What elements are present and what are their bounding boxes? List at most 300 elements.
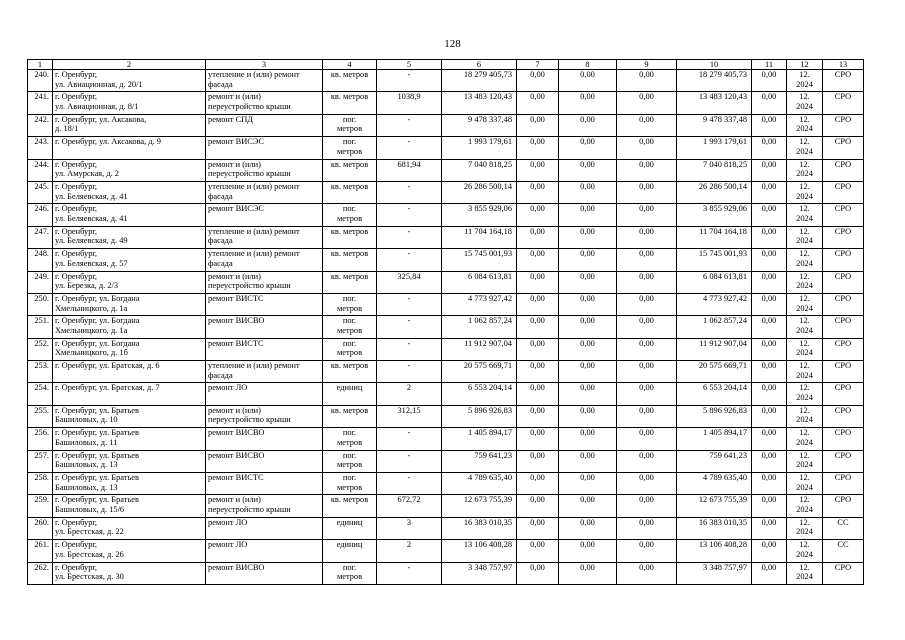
fund-method-value: СРО — [834, 204, 852, 214]
owner-funds-value: 20 575 669,71 — [698, 361, 747, 371]
funding-value-c9: 0,00 — [639, 473, 654, 483]
funding-value-c7: 0,00 — [530, 540, 545, 550]
row-number — [28, 226, 53, 248]
funding-value-c9: 0,00 — [639, 181, 654, 191]
address-line-2: ул. Березка, д. 2/3 — [55, 281, 119, 291]
total-cost-value: 13 106 408,28 — [463, 540, 512, 550]
other-funds-value: 0,00 — [761, 540, 777, 550]
other-funds-cell — [752, 517, 787, 539]
address-line-2: ул. Авиационная, д. 20/1 — [55, 79, 143, 89]
address-line-2: ул. Брестская, д. 22 — [55, 527, 124, 537]
table-row — [28, 226, 864, 248]
fund-method-value: СРО — [834, 271, 852, 281]
work-type-line-1: ремонт ВИСТС — [208, 338, 264, 348]
funding-cell-c8 — [559, 517, 617, 539]
fund-method-value: СРО — [834, 181, 852, 191]
address-cell — [53, 495, 206, 517]
fund-method-cell — [823, 226, 864, 248]
row-number — [28, 114, 53, 136]
funding-cell-c9 — [617, 271, 677, 293]
quantity-value: 3 — [406, 517, 412, 527]
unit-line-1: пог. — [342, 316, 357, 326]
deadline-cell — [787, 271, 823, 293]
table-row — [28, 405, 864, 427]
funding-cell-c7 — [517, 495, 559, 517]
unit-line-2: метров — [336, 124, 363, 134]
row-number-text: 245. — [34, 181, 49, 191]
work-type-line-1: ремонт и (или) — [208, 405, 261, 415]
funding-value-c8: 0,00 — [580, 114, 595, 124]
total-cost-value: 4 773 927,42 — [468, 293, 512, 303]
fund-method-value: СРО — [834, 137, 852, 147]
deadline-month: 12. — [799, 405, 810, 415]
quantity-value: - — [407, 249, 411, 259]
other-funds-value: 0,00 — [761, 405, 777, 415]
funding-cell-c8 — [559, 271, 617, 293]
funding-cell-c9 — [617, 114, 677, 136]
quantity-cell — [377, 92, 442, 114]
funding-cell-c8 — [559, 114, 617, 136]
funding-cell-c9 — [617, 70, 677, 92]
funding-cell-c8 — [559, 428, 617, 450]
quantity-value: - — [407, 473, 411, 483]
address-line-1: г. Оренбург, ул. Богдана — [55, 316, 140, 326]
owner-funds-value: 759 641,23 — [709, 450, 747, 460]
funding-value-c8: 0,00 — [580, 293, 595, 303]
address-cell — [53, 338, 206, 360]
funding-cell-c8 — [559, 316, 617, 338]
address-cell — [53, 204, 206, 226]
funding-value-c9: 0,00 — [639, 316, 654, 326]
owner-funds-value: 13 483 120,43 — [698, 92, 747, 102]
other-funds-value: 0,00 — [761, 204, 777, 214]
funding-value-c8: 0,00 — [580, 450, 595, 460]
address-line-1: г. Оренбург, — [55, 70, 98, 79]
address-cell — [53, 316, 206, 338]
deadline-year: 2024 — [796, 146, 813, 156]
deadline-month: 12. — [799, 249, 810, 259]
deadline-year: 2024 — [796, 169, 813, 179]
funding-value-c7: 0,00 — [530, 473, 545, 483]
deadline-month: 12. — [799, 495, 810, 505]
work-type-line-2: переустройство крыши — [208, 415, 291, 425]
column-header-5: 5 — [377, 60, 442, 70]
total-cost-cell — [442, 405, 517, 427]
deadline-year: 2024 — [796, 437, 813, 447]
funding-cell-c9 — [617, 137, 677, 159]
total-cost-value: 9 478 337,48 — [468, 114, 512, 124]
work-type-line-1: ремонт ВИСТС — [208, 473, 264, 483]
table-row — [28, 517, 864, 539]
fund-method-value: СРО — [834, 562, 852, 572]
other-funds-cell — [752, 249, 787, 271]
funding-cell-c7 — [517, 405, 559, 427]
total-cost-cell — [442, 338, 517, 360]
work-type-cell — [206, 428, 323, 450]
funding-value-c9: 0,00 — [639, 517, 654, 527]
work-type-line-2: фасада — [208, 258, 233, 268]
other-funds-cell — [752, 338, 787, 360]
quantity-cell — [377, 562, 442, 584]
quantity-value: - — [407, 338, 411, 348]
work-type-cell — [206, 495, 323, 517]
unit-cell — [323, 316, 377, 338]
work-type-cell — [206, 517, 323, 539]
owner-funds-cell — [677, 383, 752, 405]
other-funds-cell — [752, 159, 787, 181]
funding-cell-c8 — [559, 204, 617, 226]
owner-funds-cell — [677, 249, 752, 271]
funding-value-c8: 0,00 — [580, 562, 595, 572]
total-cost-value: 5 896 926,83 — [468, 405, 512, 415]
unit-line-1: пог. — [342, 293, 357, 303]
funding-cell-c8 — [559, 181, 617, 203]
funding-cell-c9 — [617, 338, 677, 360]
quantity-cell — [377, 383, 442, 405]
address-line-1: г. Оренбург, — [55, 249, 98, 259]
unit-cell — [323, 271, 377, 293]
funding-cell-c8 — [559, 450, 617, 472]
address-cell — [53, 249, 206, 271]
row-number-text: 256. — [34, 428, 49, 438]
funding-value-c9: 0,00 — [639, 226, 654, 236]
work-type-cell — [206, 137, 323, 159]
row-number — [28, 540, 53, 562]
address-line-2: Хмельницкого, д. 1а — [55, 325, 128, 335]
fund-method-value: СРО — [834, 114, 852, 124]
address-line-2: ул. Беляевская, д. 57 — [55, 258, 128, 268]
owner-funds-cell — [677, 540, 752, 562]
work-type-line-1: утепление и (или) ремонт — [208, 181, 300, 191]
quantity-value: 672,72 — [397, 495, 421, 505]
row-number — [28, 159, 53, 181]
deadline-year: 2024 — [796, 258, 813, 268]
owner-funds-value: 3 855 929,06 — [703, 204, 747, 214]
funding-cell-c7 — [517, 562, 559, 584]
fund-method-value: СРО — [834, 405, 852, 415]
row-number-text: 241. — [34, 92, 49, 102]
owner-funds-cell — [677, 316, 752, 338]
other-funds-cell — [752, 383, 787, 405]
address-line-2: ул. Беляевская, д. 41 — [55, 213, 128, 223]
other-funds-value: 0,00 — [761, 383, 777, 393]
owner-funds-cell — [677, 159, 752, 181]
deadline-year: 2024 — [796, 460, 813, 470]
deadline-cell — [787, 114, 823, 136]
table-body — [28, 70, 864, 585]
owner-funds-cell — [677, 338, 752, 360]
funding-cell-c8 — [559, 338, 617, 360]
funding-value-c8: 0,00 — [580, 249, 595, 259]
total-cost-cell — [442, 316, 517, 338]
address-line-1: г. Оренбург, — [55, 271, 98, 281]
unit-cell — [323, 428, 377, 450]
funding-value-c9: 0,00 — [639, 338, 654, 348]
address-cell — [53, 159, 206, 181]
total-cost-value: 16 383 010,35 — [463, 517, 512, 527]
funding-value-c7: 0,00 — [530, 137, 545, 147]
column-header-6: 6 — [442, 60, 517, 70]
quantity-cell — [377, 181, 442, 203]
funding-cell-c9 — [617, 249, 677, 271]
address-line-2: Башиловых, д. 15/6 — [55, 505, 125, 515]
other-funds-cell — [752, 540, 787, 562]
table-row — [28, 204, 864, 226]
funding-cell-c9 — [617, 361, 677, 383]
funding-cell-c7 — [517, 361, 559, 383]
total-cost-cell — [442, 450, 517, 472]
address-cell — [53, 517, 206, 539]
deadline-year: 2024 — [796, 101, 813, 111]
quantity-value: - — [407, 226, 411, 236]
funding-cell-c7 — [517, 226, 559, 248]
funding-cell-c7 — [517, 540, 559, 562]
funding-value-c9: 0,00 — [639, 204, 654, 214]
funding-cell-c7 — [517, 428, 559, 450]
other-funds-cell — [752, 361, 787, 383]
funding-cell-c8 — [559, 562, 617, 584]
deadline-cell — [787, 204, 823, 226]
work-type-line-2: фасада — [208, 370, 233, 380]
deadline-cell — [787, 450, 823, 472]
row-number-text: 262. — [34, 562, 49, 572]
deadline-cell — [787, 405, 823, 427]
address-line-1: г. Оренбург, — [55, 540, 98, 550]
fund-method-value: СРО — [834, 428, 852, 438]
funding-value-c8: 0,00 — [580, 540, 595, 550]
owner-funds-cell — [677, 204, 752, 226]
other-funds-value: 0,00 — [761, 361, 777, 371]
work-type-cell — [206, 159, 323, 181]
quantity-value: - — [407, 181, 411, 191]
funding-value-c8: 0,00 — [580, 428, 595, 438]
address-line-2: Башиловых, д. 10 — [55, 415, 118, 425]
funding-cell-c7 — [517, 338, 559, 360]
quantity-cell — [377, 338, 442, 360]
row-number — [28, 473, 53, 495]
fund-method-value: СРО — [834, 383, 852, 393]
deadline-month: 12. — [799, 293, 810, 303]
other-funds-value: 0,00 — [761, 159, 777, 169]
funding-cell-c9 — [617, 540, 677, 562]
table-row — [28, 159, 864, 181]
address-cell — [53, 450, 206, 472]
funding-value-c9: 0,00 — [639, 405, 654, 415]
total-cost-cell — [442, 181, 517, 203]
table-row — [28, 271, 864, 293]
funding-cell-c7 — [517, 473, 559, 495]
funding-value-c7: 0,00 — [530, 562, 545, 572]
address-cell — [53, 293, 206, 315]
funding-cell-c9 — [617, 226, 677, 248]
row-number — [28, 293, 53, 315]
quantity-value: - — [407, 361, 411, 371]
row-number — [28, 316, 53, 338]
row-number — [28, 338, 53, 360]
total-cost-cell — [442, 473, 517, 495]
total-cost-value: 6 553 204,14 — [468, 383, 512, 393]
other-funds-cell — [752, 204, 787, 226]
funding-cell-c8 — [559, 473, 617, 495]
total-cost-cell — [442, 271, 517, 293]
address-line-1: г. Оренбург, — [55, 92, 98, 102]
row-number-text: 249. — [34, 271, 49, 281]
address-cell — [53, 114, 206, 136]
work-type-cell — [206, 249, 323, 271]
total-cost-cell — [442, 70, 517, 92]
total-cost-value: 7 040 818,25 — [468, 159, 512, 169]
work-type-cell — [206, 293, 323, 315]
deadline-cell — [787, 517, 823, 539]
work-type-cell — [206, 338, 323, 360]
address-line-2: Башиловых, д. 13 — [55, 460, 118, 470]
deadline-year: 2024 — [796, 303, 813, 313]
unit-line-2: метров — [336, 303, 363, 313]
funding-value-c8: 0,00 — [580, 495, 595, 505]
quantity-value: 2 — [406, 540, 412, 550]
total-cost-value: 18 279 405,73 — [463, 70, 512, 79]
funding-value-c9: 0,00 — [639, 450, 654, 460]
deadline-cell — [787, 473, 823, 495]
other-funds-value: 0,00 — [761, 137, 777, 147]
address-line-2: ул. Беляевская, д. 49 — [55, 236, 128, 246]
funding-cell-c8 — [559, 495, 617, 517]
other-funds-cell — [752, 450, 787, 472]
row-number-text: 248. — [34, 249, 49, 259]
deadline-cell — [787, 316, 823, 338]
deadline-month: 12. — [799, 473, 810, 483]
funding-cell-c8 — [559, 137, 617, 159]
row-number — [28, 181, 53, 203]
owner-funds-cell — [677, 293, 752, 315]
unit-line-1: пог. — [342, 137, 357, 147]
funding-value-c9: 0,00 — [639, 92, 654, 102]
unit-line-2: метров — [336, 213, 363, 223]
address-line-1: г. Оренбург, ул. Братская, д. 6 — [55, 361, 160, 371]
funding-value-c7: 0,00 — [530, 249, 545, 259]
column-header-7: 7 — [517, 60, 559, 70]
other-funds-value: 0,00 — [761, 495, 777, 505]
table-row — [28, 361, 864, 383]
funding-value-c9: 0,00 — [639, 271, 654, 281]
fund-method-value: СРО — [834, 361, 852, 371]
quantity-value: - — [407, 70, 411, 79]
unit-cell — [323, 249, 377, 271]
row-number-text: 251. — [34, 316, 49, 326]
other-funds-cell — [752, 226, 787, 248]
funding-cell-c9 — [617, 517, 677, 539]
fund-method-value: СРО — [834, 338, 852, 348]
quantity-cell — [377, 473, 442, 495]
quantity-value: - — [407, 562, 411, 572]
deadline-cell — [787, 540, 823, 562]
work-type-cell — [206, 181, 323, 203]
funding-cell-c9 — [617, 316, 677, 338]
deadline-cell — [787, 562, 823, 584]
funding-value-c9: 0,00 — [639, 293, 654, 303]
funding-cell-c7 — [517, 271, 559, 293]
work-type-line-1: ремонт ВИСВО — [208, 562, 265, 572]
unit-line-1: пог. — [342, 450, 357, 460]
other-funds-value: 0,00 — [761, 293, 777, 303]
funding-value-c9: 0,00 — [639, 70, 654, 79]
total-cost-cell — [442, 361, 517, 383]
owner-funds-value: 5 896 926,83 — [703, 405, 747, 415]
funding-cell-c9 — [617, 495, 677, 517]
quantity-value: - — [407, 114, 411, 124]
owner-funds-value: 1 062 857,24 — [703, 316, 747, 326]
deadline-cell — [787, 226, 823, 248]
unit-cell — [323, 137, 377, 159]
funding-value-c7: 0,00 — [530, 361, 545, 371]
total-cost-value: 15 745 001,93 — [463, 249, 512, 259]
funding-cell-c7 — [517, 159, 559, 181]
funding-value-c9: 0,00 — [639, 428, 654, 438]
row-number — [28, 249, 53, 271]
fund-method-cell — [823, 361, 864, 383]
unit-line-1: кв. метров — [330, 226, 369, 236]
quantity-value: 312,15 — [397, 405, 421, 415]
funding-cell-c7 — [517, 249, 559, 271]
row-number-text: 247. — [34, 226, 49, 236]
owner-funds-value: 15 745 001,93 — [698, 249, 747, 259]
quantity-cell — [377, 271, 442, 293]
unit-cell — [323, 450, 377, 472]
address-cell — [53, 361, 206, 383]
total-cost-value: 12 673 755,39 — [463, 495, 512, 505]
funding-value-c7: 0,00 — [530, 293, 545, 303]
total-cost-value: 1 993 179,61 — [468, 137, 512, 147]
funding-value-c8: 0,00 — [580, 473, 595, 483]
funding-value-c9: 0,00 — [639, 114, 654, 124]
funding-cell-c8 — [559, 226, 617, 248]
fund-method-value: СРО — [834, 249, 852, 259]
fund-method-value: СРО — [834, 92, 852, 102]
deadline-month: 12. — [799, 204, 810, 214]
owner-funds-value: 11 704 164,18 — [699, 226, 747, 236]
owner-funds-value: 11 912 907,04 — [699, 338, 747, 348]
funding-cell-c8 — [559, 159, 617, 181]
funding-cell-c7 — [517, 293, 559, 315]
total-cost-cell — [442, 383, 517, 405]
quantity-cell — [377, 137, 442, 159]
column-header-11: 11 — [752, 60, 787, 70]
address-line-1: г. Оренбург, ул. Богдана — [55, 293, 140, 303]
quantity-cell — [377, 495, 442, 517]
quantity-cell — [377, 450, 442, 472]
column-header-2: 2 — [53, 60, 206, 70]
deadline-month: 12. — [799, 562, 810, 572]
row-number — [28, 204, 53, 226]
funding-cell-c9 — [617, 562, 677, 584]
funding-cell-c8 — [559, 383, 617, 405]
row-number — [28, 92, 53, 114]
column-header-13: 13 — [823, 60, 864, 70]
funding-value-c9: 0,00 — [639, 562, 654, 572]
other-funds-cell — [752, 316, 787, 338]
unit-line-1: кв. метров — [330, 249, 369, 259]
row-number-text: 261. — [34, 540, 49, 550]
funding-value-c8: 0,00 — [580, 204, 595, 214]
funding-cell-c8 — [559, 92, 617, 114]
deadline-year: 2024 — [796, 348, 813, 358]
address-cell — [53, 92, 206, 114]
funding-value-c7: 0,00 — [530, 114, 545, 124]
address-line-2: ул. Амурская, д. 2 — [55, 169, 119, 179]
funding-value-c8: 0,00 — [580, 159, 595, 169]
other-funds-value: 0,00 — [761, 562, 777, 572]
table-row — [28, 249, 864, 271]
